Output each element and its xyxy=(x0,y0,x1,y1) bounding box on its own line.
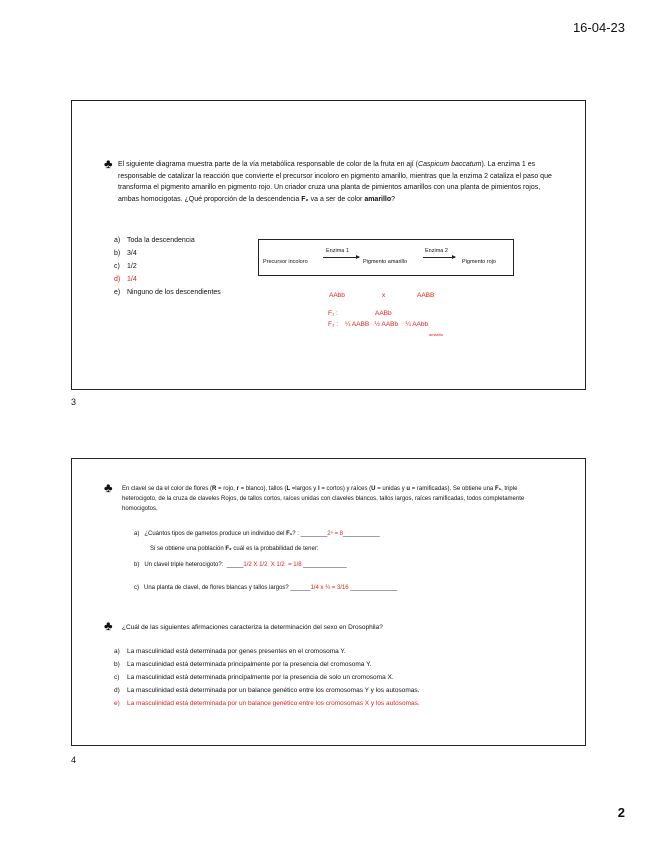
q2-option-a: a) La masculinidad está determinada por genes presentes en el cromosoma Y. xyxy=(114,648,346,655)
yellow-pigment-label: Pigmento amarillo xyxy=(363,259,408,265)
page-number: 2 xyxy=(617,805,625,820)
club-icon: ♣ xyxy=(104,480,113,495)
enzyme2-label: Enzima 2 xyxy=(425,248,448,254)
question2-text: ¿Cuál de las siguientes afirmaciones caracteriza la determinación del sexo en Drosophila? xyxy=(122,624,383,631)
option-b: b) 3/4 xyxy=(114,250,137,257)
parent2-genotype: AABB xyxy=(417,292,435,299)
option-c: c) 1/2 xyxy=(114,263,137,270)
date-header: 16-04-23 xyxy=(572,20,625,35)
precursor-label: Precursor incoloro xyxy=(263,259,308,265)
enzyme1-label: Enzima 1 xyxy=(326,248,349,254)
option-d-answer: d) 1/4 xyxy=(114,276,137,283)
slide-number-3: 3 xyxy=(71,397,77,407)
f2-label: F₂ : xyxy=(328,321,339,328)
slide-3 xyxy=(71,100,586,390)
amarillo-note: amarillo xyxy=(429,332,444,337)
f2-genotypes: ¼ AABB ½ AABb ¼ AAbb xyxy=(345,321,429,328)
slide-number-4: 4 xyxy=(71,755,77,765)
q2-option-c: c) La masculinidad está determinada principalmente por la presencia de solo un cromosoma X. xyxy=(114,674,394,681)
question1-subtext: Si se obtiene una población F₂ cuál es la probabilidad de tener: xyxy=(150,546,319,552)
f1-label: F₁ : xyxy=(328,310,338,317)
q2-option-e-answer: e) La masculinidad está determinada por un balance genético entre los cromosomas X y los autosomas. xyxy=(114,700,420,707)
metabolic-pathway-diagram xyxy=(258,239,514,276)
club-icon: ♣ xyxy=(104,156,113,171)
red-pigment-label: Pigmento rojo xyxy=(462,259,496,265)
cross-symbol: x xyxy=(382,292,386,299)
parent1-genotype: AAbb xyxy=(329,292,345,299)
question1-b: b) Un clavel triple heterocigoto?: _____1/2 X 1/2 X 1/2 = 1/8 _____________ xyxy=(134,562,347,568)
slide-4 xyxy=(71,458,586,746)
f1-genotype: AABb xyxy=(375,310,392,317)
question1-text: En clavel se da el color de flores (R = rojo, r = blanco), tallos (L =largos y l = cortos) y raíces (U = unidas y u = ramificadas). Se obtiene una F₁, triple heterocigoto, de la cruza de claveles Rojos, de tallos cortos, raíces unidas con claveles blancos, tallos largos, raíces ramificadas, todos completamente homocigotos. xyxy=(122,486,525,512)
question1-a: a) ¿Cuántos tipos de gametos produce un individuo del F₁? : ________2ⁿ = 8___________ xyxy=(134,531,380,537)
q2-option-b: b) La masculinidad está determinada principalmente por la presencia del cromosoma Y. xyxy=(114,661,372,668)
option-a: a) Toda la descendencia xyxy=(114,237,195,244)
question1-c: c) Una planta de clavel, de flores blancas y tallos largos? ______1/4 x ¾ = 3/16 ______________ xyxy=(134,585,398,591)
arrow-icon xyxy=(423,257,455,258)
q2-option-d: d) La masculinidad está determinada por un balance genético entre los cromosomas Y y los autosomas. xyxy=(114,687,420,694)
club-icon: ♣ xyxy=(104,618,113,633)
question-text: El siguiente diagrama muestra parte de la vía metabólica responsable de color de la fruta en ají (Caspicum baccatum). La enzima 1 es responsable de catalizar la reacción que convierte el precursor incoloro en pigmento amarillo, mientras que la enzima 2 cataliza el paso que transforma el pigmento amarillo en pigmento rojo. Un criador cruza una planta de pimientos amarillos con una planta de pimientos rojos, ambas homocigotas. ¿Qué proporción de la descendencia F₂ va a ser de color amarillo? xyxy=(118,161,552,203)
option-e: e) Ninguno de los descendientes xyxy=(114,289,221,296)
arrow-icon xyxy=(323,257,359,258)
